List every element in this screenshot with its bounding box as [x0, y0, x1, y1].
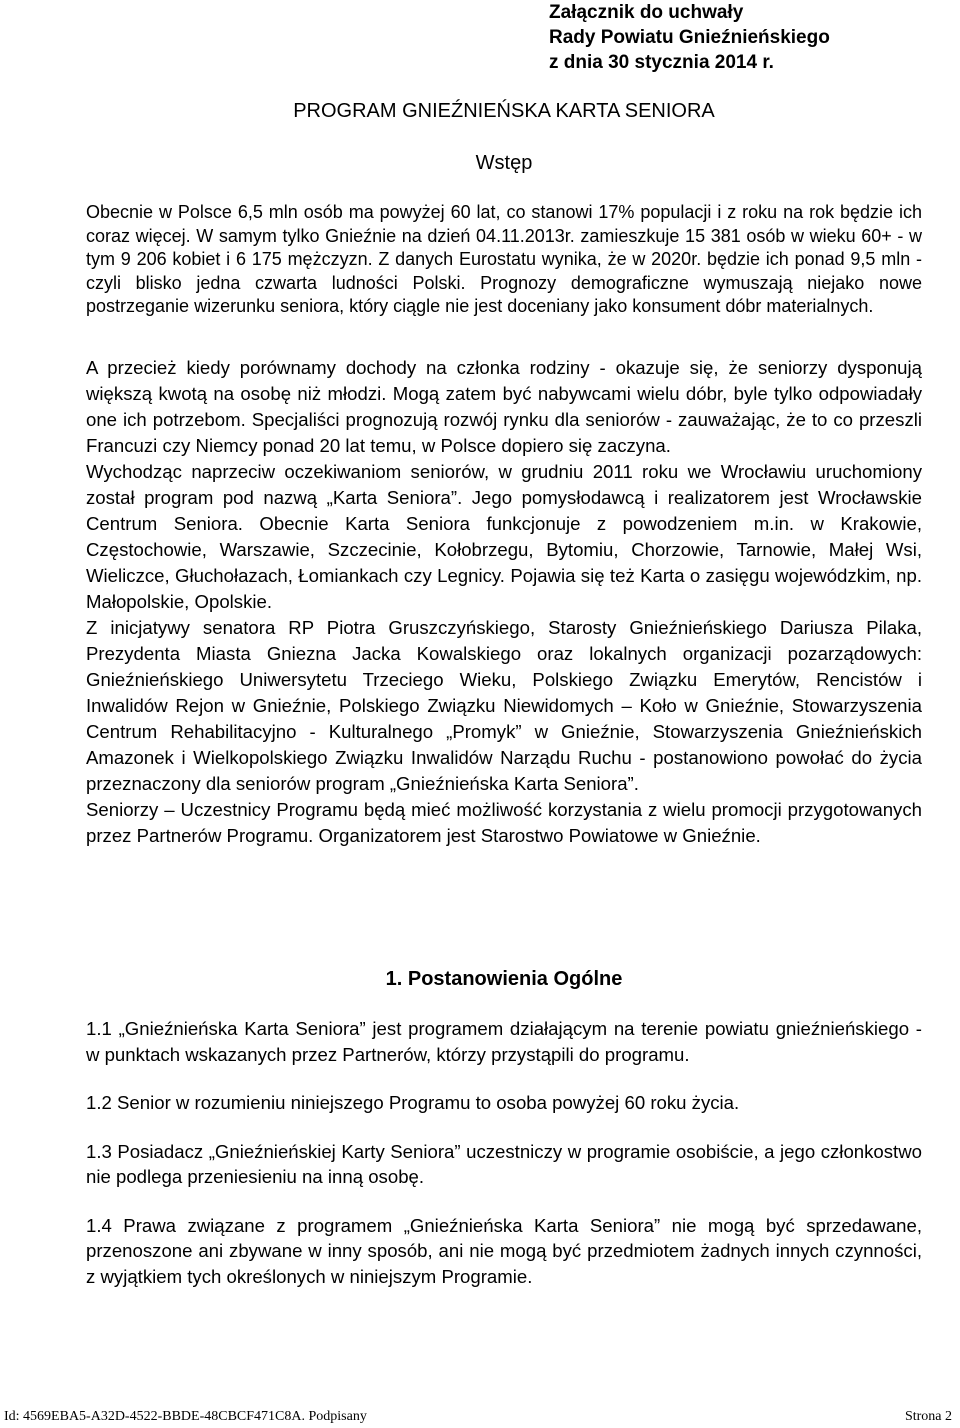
document-title: PROGRAM GNIEŹNIEŃSKA KARTA SENIORA [293, 100, 715, 122]
section-item: 1.4 Prawa związane z programem „Gnieźnieńska Karta Seniora” nie mogą być sprzedawane, przenoszone ani zbywane w inny sposób, ani nie mogą być przedmiotem żadnych innych czynności, z wyjątkiem tych określonych w niniejszym Programie. [86, 1214, 922, 1287]
attachment-line-3: z dnia 30 stycznia 2014 r. [549, 52, 774, 73]
page-footer [0, 1407, 960, 1428]
paragraph: A przecież kiedy porównamy dochody na członka rodziny - okazuje się, że seniorzy dysponują większą kwotą na osobę niż młodzi. Mogą zatem być nabywcami wielu dóbr, byle tylko odpowiadały one ich potrzebom. Specjaliści prognozują rozwój rynku dla seniorów - zauważając, że to co przeszli Francuzi czy Niemcy ponad 20 lat temu, w Polsce dopiero się zaczyna. [86, 357, 922, 456]
section-item: 1.3 Posiadacz „Gnieźnieńskiej Karty Seniora” uczestniczy w programie osobiście, a jego członkostwo nie podlega przeniesieniu na inną osobę. [86, 1140, 922, 1187]
intro-heading: Wstęp [475, 152, 533, 174]
section-heading: 1. Postanowienia Ogólne [385, 968, 623, 990]
paragraph: Seniorzy – Uczestnicy Programu będą mieć możliwość korzystania z wielu promocji przygotowanych przez Partnerów Programu. Organizatorem jest Starostwo Powiatowe w Gnieźnie. [86, 799, 922, 846]
attachment-line-1: Załącznik do uchwały [549, 2, 744, 23]
document-id: Id: 4569EBA5-A32D-4522-BBDE-48CBCF471C8A. Podpisany [4, 1409, 367, 1424]
page-number: Strona 2 [904, 1409, 952, 1424]
intro-text: Obecnie w Polsce 6,5 mln osób ma powyżej 60 lat, co stanowi 17% populacji i z roku na rok będzie ich coraz więcej. W samym tylko Gnieźnie na dzień 04.11.2013r. zamieszkuje 15 381 osób w wieku 60+ - w tym 9 206 kobiet i 6 175 mężczyzn. Z danych Eurostatu wynika, że w 2020r. będzie ich ponad 9,5 mln - czyli blisko jedna czwarta ludności Polski. Prognozy demograficzne wymuszają niejako nowe postrzeganie wizerunku seniora, który ciągle nie jest doceniany jako konsument dóbr materialnych. [86, 202, 922, 316]
section-item: 1.1 „Gnieźnieńska Karta Seniora” jest programem działającym na terenie powiatu gnieźnieńskiego - w punktach wskazanych przez Partnerów, którzy przystąpili do programu. [86, 1018, 922, 1065]
body-paragraphs [86, 355, 922, 849]
attachment-line-2: Rady Powiatu Gnieźnieńskiego [549, 27, 830, 48]
intro-paragraph [86, 201, 922, 319]
section-item: 1.2 Senior w rozumieniu niniejszego Programu to osoba powyżej 60 roku życia. [86, 1092, 740, 1113]
paragraph: Wychodząc naprzeciw oczekiwaniom seniorów, w grudniu 2011 roku we Wrocławiu uruchomiony został program pod nazwą „Karta Seniora”. Jego pomysłodawcą i realizatorem jest Wrocławskie Centrum Seniora. Obecnie Karta Seniora funkcjonuje z powodzeniem m.in. w Krakowie, Częstochowie, Warszawie, Szczecinie, Kołobrzegu, Bytomiu, Chorzowie, Tarnowie, Małej Wsi, Wieliczce, Głuchołazach, Łomiankach czy Legnicy. Pojawia się też Karta o zasięgu wojewódzkim, np. Małopolskie, Opolskie. [86, 461, 922, 612]
section-items [86, 1016, 922, 1312]
paragraph: Z inicjatywy senatora RP Piotra Gruszczyńskiego, Starosty Gnieźnieńskiego Dariusza Pilaka, Prezydenta Miasta Gniezna Jacka Kowalskiego oraz lokalnych organizacji pozarządowych: Gnieźnieńskiego Uniwersytetu Trzeciego Wieku, Polskiego Związku Emerytów, Rencistów i Inwalidów Rejon w Gnieźnie, Polskiego Związku Niewidomych – Koło w Gnieźnie, Stowarzyszenia Centrum Rehabilitacyjno - Kulturalnego „Promyk” w Gnieźnie, Stowarzyszenia Gnieźnieńskich Amazonek i Wielkopolskiego Związku Inwalidów Narządu Ruchu - postanowiono powołać do życia przeznaczony dla seniorów program „Gnieźnieńska Karta Seniora”. [86, 617, 922, 794]
attachment-header [549, 0, 830, 75]
